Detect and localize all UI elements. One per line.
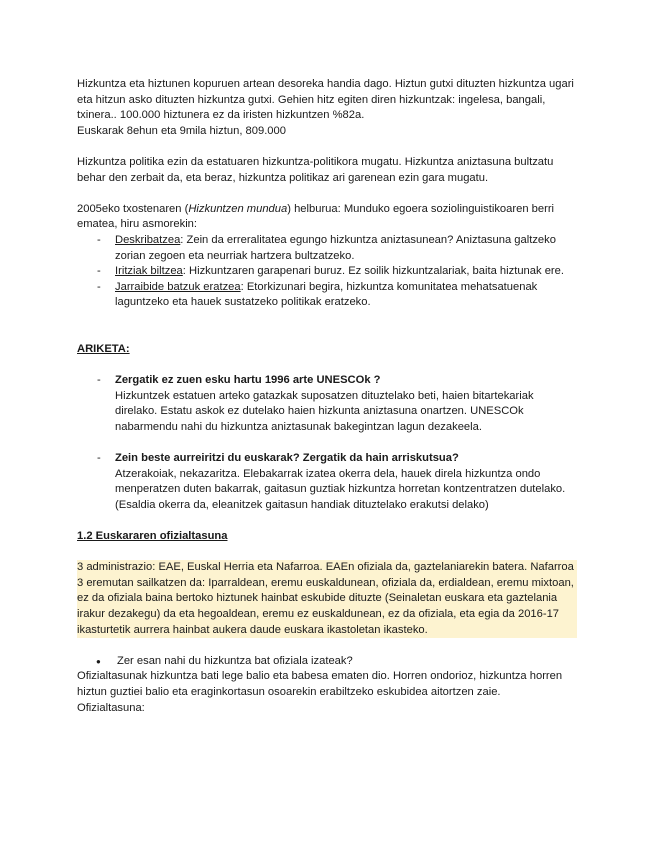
exercise-question: - Zein beste aurreiritzi du euskarak? Zergatik da hain arriskutsua? (115, 452, 459, 465)
highlighted-paragraph: 3 administrazio: EAE, Euskal Herria eta Nafarroa. EAEn ofiziala da, gaztelaniarekin batera. Nafarroa 3 eremutan sailkatzen da: Iparraldean, eremu euskaldunean, ofiziala da, erdialdean, eremu mixtoan, ez da ofiziala baina bertoko hiztunek hainbat eskubide dituzte (Seinaletan euskara eta gaztelania irakur dezakegu) da eta hegoaldean, eremu ez euskaldunean, ez da ofiziala, eta egia da 2016-17 ikasturtetik aurrera hainbat aukera daude euskara ikastoletan ikasteko. (77, 560, 577, 638)
paragraph-officiality-label: Ofizialtasuna: (77, 701, 145, 714)
bullet-question: ● Zer esan nahi du hizkuntza bat ofiziala izateak? (77, 654, 577, 670)
exercise-list (77, 373, 577, 435)
exercise-item (77, 373, 577, 435)
exercise-item (77, 451, 577, 513)
paragraph-language-policy: Hizkuntza politika ezin da estatuaren hizkuntza-politikora mugatu. Hizkuntza aniztasuna bultzatu behar den zerbait da, eta beraz, hizkuntza politikaz ari garenean ezin gara mugatu. (77, 155, 554, 184)
document-body (77, 77, 577, 716)
aims-list (77, 233, 577, 311)
exercise-answer: Hizkuntzek estatuen arteko gatazkak suposatzen dituztelako beti, haien bitartekariak direlako. Estatu askok ez dutelako haien hizkunta aniztasuna onartzen. UNESCOk nabarmendu nahi du hizkuntza aniztasunak bakegintzan lagun dezakeela. (115, 389, 534, 433)
paragraph-intro: Hizkuntza eta hiztunen kopuruen artean desoreka handia dago. Hiztun gutxi dituzten hizkuntza ugari eta hitzun asko dituzten hizkuntza gutxi. Gehien hitz egiten diren hizkuntzak: ingelesa, bangali, txinera.. 100.000 hiztunera ez da iristen hizkuntzen %82a. (77, 78, 574, 122)
exercise-heading: ARIKETA: (77, 342, 130, 355)
section-heading: 1.2 Euskararen ofizialtasuna (77, 530, 228, 543)
list-item: - Jarraibide batzuk eratzea: Etorkizunari begira, hizkuntza komunitatea mehatsatuenak laguntzeko eta hauek sustatzeko politikak eratzeko. (77, 280, 577, 311)
paragraph-basque-speakers: Euskarak 8ehun eta 9mila hiztun, 809.000 (77, 124, 286, 137)
exercise-answer: Atzerakoiak, nekazaritza. Elebakarrak izatea okerra dela, hauek direla hizkuntza ondo menperatzen duten bakarrak, gaitasun guztiak hizkuntza horretan kontzentratzen dutelako. (Esaldia okerra da, eleanitzek gaitasun handiak dituztelako erakutsi delako) (115, 467, 566, 511)
exercise-question: - Zergatik ez zuen esku hartu 1996 arte UNESCOk ? (115, 374, 381, 387)
report-title: Hizkuntzen mundua (188, 202, 288, 215)
list-item: - Deskribatzea: Zein da erreralitatea egungo hizkuntza aniztasunean? Aniztasuna galtzeko zorian zegoen eta neurriak hartzera bultzatzeko. (77, 233, 577, 264)
paragraph-officiality: Ofizialtasunak hizkuntza bati lege balio eta babesa ematen dio. Horren ondorioz, hizkuntza horren hiztun guztiei balio eta eraginkortasun osoarekin erabiltzeko eskubidea aitortzen zaie. (77, 670, 563, 698)
paragraph-report: 2005eko txostenaren (Hizkuntzen mundua) helburua: Munduko egoera soziolinguistikoaren berri ematea, hiru asmorekin: (77, 202, 555, 231)
list-item: - Iritziak biltzea: Hizkuntzaren garapenari buruz. Ez soilik hizkuntzalariak, baita hiztunak ere. (77, 264, 577, 280)
